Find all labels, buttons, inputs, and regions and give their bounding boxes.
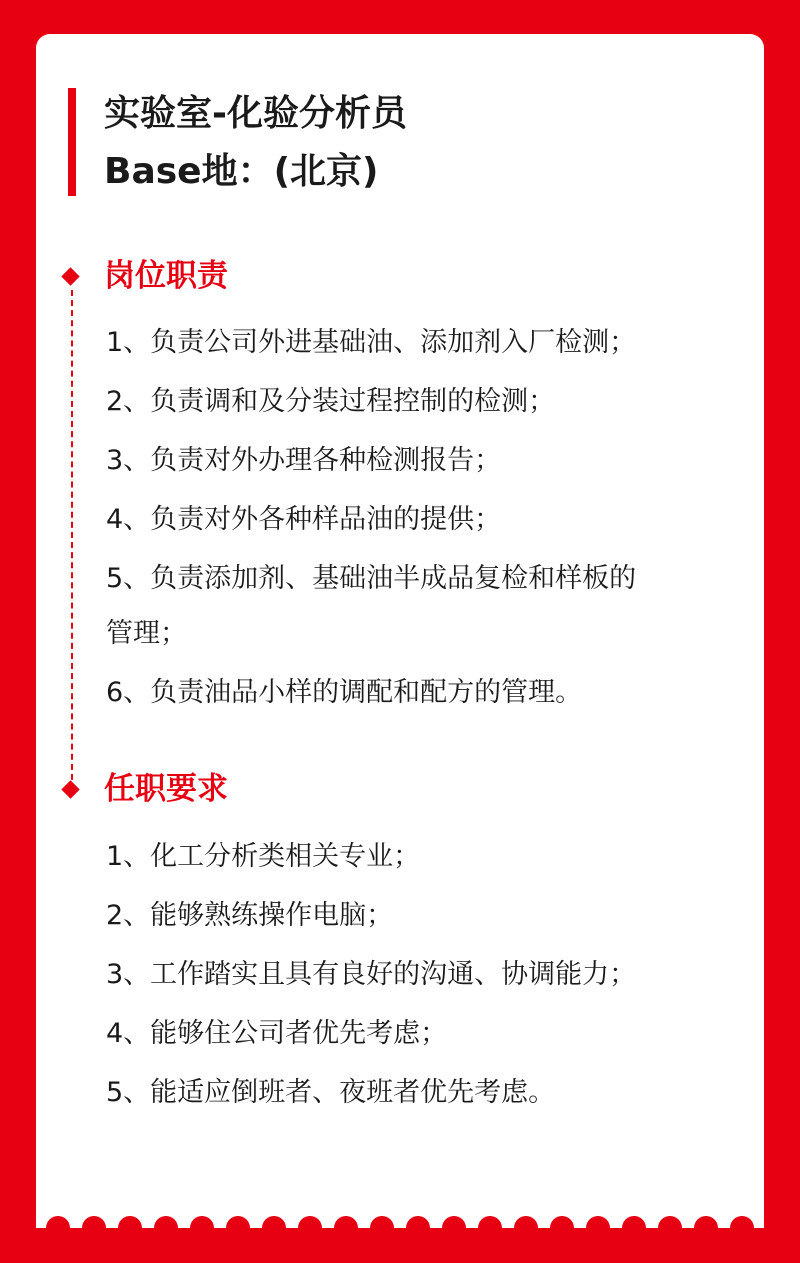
scallop-band <box>36 1228 764 1263</box>
scallop <box>154 1216 178 1240</box>
scallop <box>334 1216 358 1240</box>
scallop <box>478 1216 502 1240</box>
scallop <box>730 1216 754 1240</box>
scallop <box>190 1216 214 1240</box>
scallop <box>694 1216 718 1240</box>
timeline-dashed-line <box>71 290 73 790</box>
scallop <box>658 1216 682 1240</box>
scallop <box>514 1216 538 1240</box>
requirement-item: 4、能够住公司者优先考虑； <box>106 1018 448 1049</box>
requirement-item: 2、能够熟练操作电脑； <box>106 900 394 931</box>
responsibility-item-continued: 管理； <box>106 618 187 649</box>
scallop <box>118 1216 142 1240</box>
scallop <box>406 1216 430 1240</box>
scallop <box>262 1216 286 1240</box>
scallop <box>298 1216 322 1240</box>
responsibility-item: 6、负责油品小样的调配和配方的管理。 <box>106 677 583 708</box>
scallop <box>550 1216 574 1240</box>
requirement-item: 1、化工分析类相关专业； <box>106 841 421 872</box>
scallop <box>370 1216 394 1240</box>
requirement-item: 3、工作踏实且具有良好的沟通、协调能力； <box>106 959 637 990</box>
responsibility-item: 5、负责添加剂、基础油半成品复检和样板的 <box>106 563 637 594</box>
responsibility-item: 4、负责对外各种样品油的提供； <box>106 504 502 535</box>
scallop <box>82 1216 106 1240</box>
responsibility-item: 2、负责调和及分装过程控制的检测； <box>106 386 556 417</box>
base-location: Base地：(北京) <box>104 151 379 192</box>
scallop <box>586 1216 610 1240</box>
scallop <box>46 1216 70 1240</box>
title-accent-bar <box>68 88 76 196</box>
requirement-item: 5、能适应倒班者、夜班者优先考虑。 <box>106 1077 556 1108</box>
scallop <box>226 1216 250 1240</box>
scallop <box>442 1216 466 1240</box>
responsibility-item: 3、负责对外办理各种检测报告； <box>106 445 502 476</box>
job-title: 实验室-化验分析员 <box>104 93 407 134</box>
scallop <box>622 1216 646 1240</box>
section-title-requirements: 任职要求 <box>104 771 228 807</box>
scalloped-edge <box>36 1216 764 1263</box>
responsibility-item: 1、负责公司外进基础油、添加剂入厂检测； <box>106 327 637 358</box>
section-title-responsibilities: 岗位职责 <box>104 258 228 294</box>
